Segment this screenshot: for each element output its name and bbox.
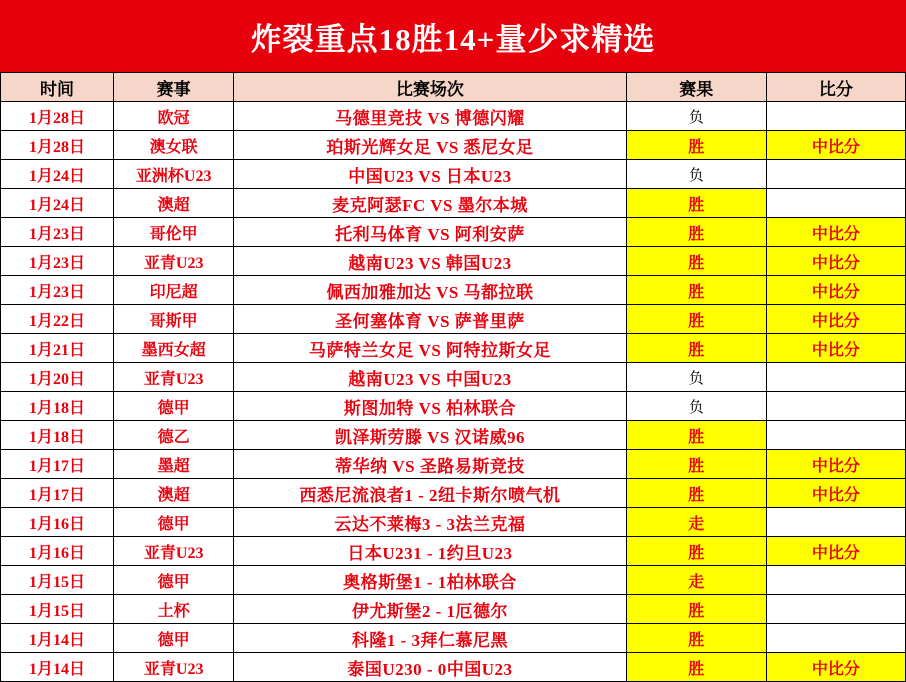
cell-score: 中比分: [766, 653, 905, 682]
table-row: [1, 421, 906, 450]
cell-league: 德乙: [114, 421, 234, 450]
cell-result: 胜: [626, 189, 766, 218]
column-header-league: 赛事: [114, 73, 234, 102]
table-row: [1, 363, 906, 392]
cell-result: 胜: [626, 479, 766, 508]
table-row: [1, 566, 906, 595]
cell-result: 胜: [626, 450, 766, 479]
cell-result: 负: [626, 363, 766, 392]
cell-time: 1月28日: [1, 131, 114, 160]
cell-result: 胜: [626, 653, 766, 682]
cell-result: 胜: [626, 624, 766, 653]
cell-time: 1月15日: [1, 566, 114, 595]
cell-result: 胜: [626, 595, 766, 624]
cell-result: 胜: [626, 421, 766, 450]
cell-score: 中比分: [766, 450, 905, 479]
match-results-table: [0, 72, 906, 682]
cell-score: [766, 508, 905, 537]
column-header-time: 时间: [1, 73, 114, 102]
table-row: [1, 653, 906, 682]
cell-time: 1月20日: [1, 363, 114, 392]
cell-league: 亚青U23: [114, 247, 234, 276]
table-row: [1, 218, 906, 247]
cell-result: 胜: [626, 131, 766, 160]
cell-result: 胜: [626, 537, 766, 566]
cell-time: 1月24日: [1, 160, 114, 189]
cell-score: 中比分: [766, 131, 905, 160]
cell-time: 1月23日: [1, 218, 114, 247]
cell-time: 1月21日: [1, 334, 114, 363]
cell-result: 胜: [626, 334, 766, 363]
cell-league: 墨西女超: [114, 334, 234, 363]
cell-league: 印尼超: [114, 276, 234, 305]
cell-match: 麦克阿瑟FC VS 墨尔本城: [234, 189, 626, 218]
cell-time: 1月16日: [1, 508, 114, 537]
cell-match: 佩西加雅加达 VS 马都拉联: [234, 276, 626, 305]
cell-league: 澳超: [114, 479, 234, 508]
table-row: [1, 334, 906, 363]
cell-league: 德甲: [114, 508, 234, 537]
cell-score: 中比分: [766, 247, 905, 276]
cell-league: 土杯: [114, 595, 234, 624]
cell-score: 中比分: [766, 334, 905, 363]
cell-match: 马萨特兰女足 VS 阿特拉斯女足: [234, 334, 626, 363]
table-row: [1, 392, 906, 421]
page-title-bar: [0, 0, 906, 72]
table-row: [1, 160, 906, 189]
table-row: [1, 450, 906, 479]
table-row: [1, 189, 906, 218]
cell-league: 澳超: [114, 189, 234, 218]
table-row: [1, 102, 906, 131]
cell-time: 1月28日: [1, 102, 114, 131]
cell-result: 胜: [626, 247, 766, 276]
cell-time: 1月14日: [1, 653, 114, 682]
table-row: [1, 595, 906, 624]
cell-match: 奥格斯堡1 - 1柏林联合: [234, 566, 626, 595]
cell-time: 1月22日: [1, 305, 114, 334]
cell-time: 1月17日: [1, 479, 114, 508]
cell-league: 哥伦甲: [114, 218, 234, 247]
cell-time: 1月15日: [1, 595, 114, 624]
page-title: 炸裂重点18胜14+量少求精选: [250, 21, 656, 57]
cell-score: [766, 392, 905, 421]
cell-result: 胜: [626, 305, 766, 334]
cell-match: 蒂华纳 VS 圣路易斯竞技: [234, 450, 626, 479]
column-header-match: 比赛场次: [234, 73, 626, 102]
table-row: [1, 276, 906, 305]
table-row: [1, 537, 906, 566]
cell-score: [766, 160, 905, 189]
cell-league: 德甲: [114, 566, 234, 595]
cell-result: 负: [626, 160, 766, 189]
cell-league: 亚青U23: [114, 653, 234, 682]
cell-match: 珀斯光辉女足 VS 悉尼女足: [234, 131, 626, 160]
cell-result: 胜: [626, 276, 766, 305]
cell-result: 走: [626, 566, 766, 595]
cell-score: [766, 189, 905, 218]
cell-match: 中国U23 VS 日本U23: [234, 160, 626, 189]
table-row: [1, 305, 906, 334]
cell-match: 越南U23 VS 中国U23: [234, 363, 626, 392]
cell-league: 欧冠: [114, 102, 234, 131]
cell-match: 斯图加特 VS 柏林联合: [234, 392, 626, 421]
cell-time: 1月18日: [1, 392, 114, 421]
cell-match: 云达不莱梅3 - 3法兰克福: [234, 508, 626, 537]
column-header-result: 赛果: [626, 73, 766, 102]
cell-result: 胜: [626, 218, 766, 247]
cell-time: 1月17日: [1, 450, 114, 479]
cell-time: 1月24日: [1, 189, 114, 218]
cell-league: 哥斯甲: [114, 305, 234, 334]
cell-score: 中比分: [766, 305, 905, 334]
column-header-score: 比分: [766, 73, 905, 102]
cell-league: 亚洲杯U23: [114, 160, 234, 189]
cell-league: 亚青U23: [114, 363, 234, 392]
cell-time: 1月18日: [1, 421, 114, 450]
cell-time: 1月23日: [1, 247, 114, 276]
table-row: [1, 508, 906, 537]
cell-league: 德甲: [114, 624, 234, 653]
cell-match: 马德里竞技 VS 博德闪耀: [234, 102, 626, 131]
cell-score: 中比分: [766, 218, 905, 247]
table-row: [1, 624, 906, 653]
cell-league: 墨超: [114, 450, 234, 479]
cell-match: 凯泽斯劳滕 VS 汉诺威96: [234, 421, 626, 450]
table-header: [1, 73, 906, 102]
cell-score: [766, 624, 905, 653]
table-header-row: [1, 73, 906, 102]
cell-score: 中比分: [766, 537, 905, 566]
cell-match: 日本U231 - 1约旦U23: [234, 537, 626, 566]
cell-score: [766, 102, 905, 131]
cell-time: 1月16日: [1, 537, 114, 566]
cell-match: 托利马体育 VS 阿利安萨: [234, 218, 626, 247]
cell-match: 西悉尼流浪者1 - 2纽卡斯尔喷气机: [234, 479, 626, 508]
cell-time: 1月14日: [1, 624, 114, 653]
cell-score: [766, 421, 905, 450]
cell-league: 亚青U23: [114, 537, 234, 566]
cell-score: [766, 595, 905, 624]
cell-match: 科隆1 - 3拜仁慕尼黑: [234, 624, 626, 653]
cell-match: 泰国U230 - 0中国U23: [234, 653, 626, 682]
cell-league: 澳女联: [114, 131, 234, 160]
cell-score: 中比分: [766, 479, 905, 508]
cell-score: [766, 566, 905, 595]
cell-match: 圣何塞体育 VS 萨普里萨: [234, 305, 626, 334]
cell-match: 越南U23 VS 韩国U23: [234, 247, 626, 276]
cell-score: [766, 363, 905, 392]
cell-league: 德甲: [114, 392, 234, 421]
cell-score: 中比分: [766, 276, 905, 305]
table-row: [1, 479, 906, 508]
table-row: [1, 247, 906, 276]
cell-time: 1月23日: [1, 276, 114, 305]
table-body: [1, 102, 906, 682]
cell-result: 走: [626, 508, 766, 537]
table-row: [1, 131, 906, 160]
cell-result: 负: [626, 102, 766, 131]
cell-result: 负: [626, 392, 766, 421]
cell-match: 伊尤斯堡2 - 1厄德尔: [234, 595, 626, 624]
